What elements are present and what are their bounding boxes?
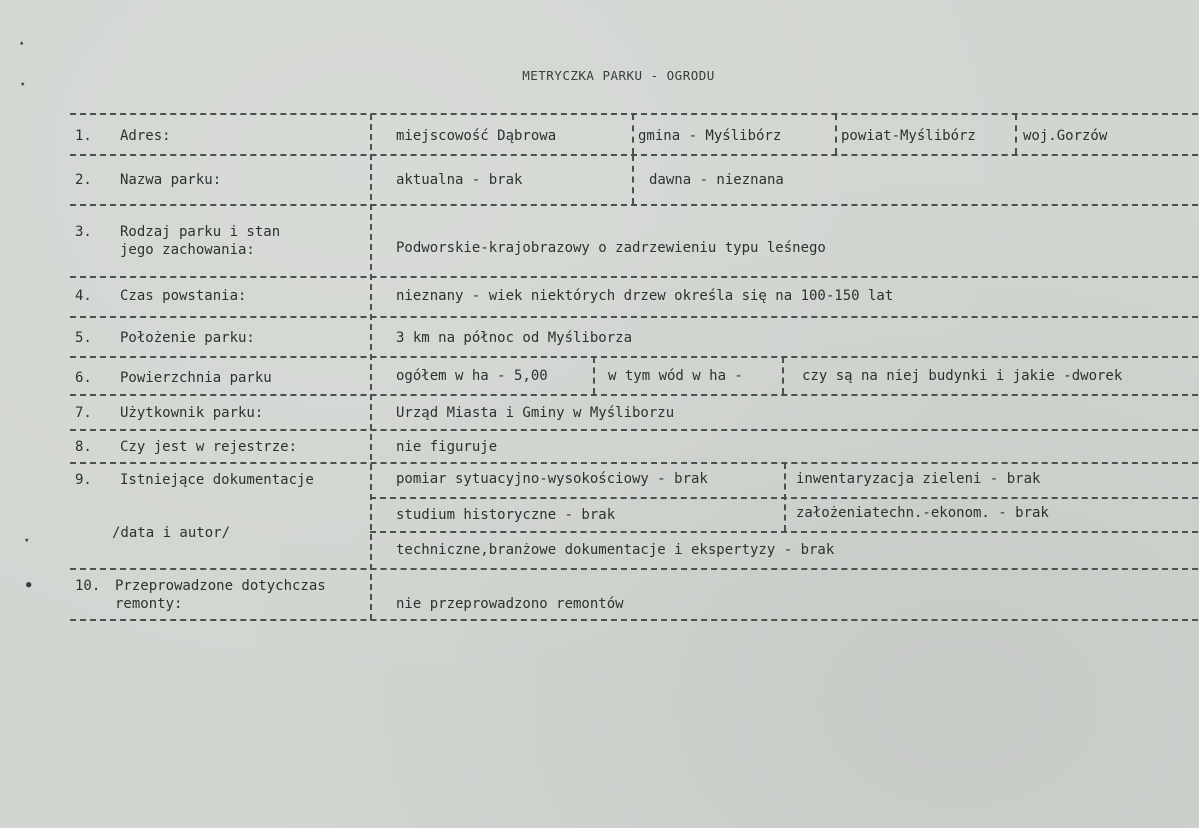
row-label: remonty: <box>115 596 183 612</box>
field-value: założeniatechn.-ekonom. - brak <box>796 505 1049 521</box>
field-value: nie figuruje <box>396 439 498 455</box>
row-label: Użytkownik parku: <box>120 405 264 421</box>
row-number: 1. <box>75 128 92 144</box>
column-divider <box>784 463 786 531</box>
row-label: Czas powstania: <box>120 288 247 304</box>
row-number: 9. <box>75 472 92 488</box>
row-number: 5. <box>75 330 92 346</box>
field-value: inwentaryzacja zieleni - brak <box>796 471 1041 487</box>
table-rule <box>370 531 1198 533</box>
column-divider <box>593 357 595 394</box>
row-label: Przeprowadzone dotychczas <box>115 578 326 594</box>
table-rule <box>70 356 1198 358</box>
field-value: dawna - nieznana <box>649 172 784 188</box>
field-value: woj.Gorzów <box>1023 128 1108 144</box>
column-divider <box>1015 114 1017 154</box>
column-divider <box>835 114 837 154</box>
table-rule <box>70 462 1198 464</box>
row-number: 6. <box>75 370 92 386</box>
field-value: miejscowość Dąbrowa <box>396 128 557 144</box>
field-value: studium historyczne - brak <box>396 507 616 523</box>
row-label: jego zachowania: <box>120 242 255 258</box>
table-rule <box>70 568 1198 570</box>
column-divider <box>632 114 634 154</box>
table-rule <box>70 113 1198 115</box>
field-value: powiat-Myślibórz <box>841 128 976 144</box>
table-rule <box>70 154 1198 156</box>
row-label: Adres: <box>120 128 171 144</box>
field-value: Podworskie-krajobrazowy o zadrzewieniu typu leśnego <box>396 240 826 256</box>
table-rule <box>70 316 1198 318</box>
row-label: Powierzchnia parku <box>120 370 272 386</box>
table-rule <box>70 429 1198 431</box>
column-divider <box>632 155 634 204</box>
field-value: aktualna - brak <box>396 172 523 188</box>
margin-mark: ● <box>26 580 32 590</box>
row-number: 8. <box>75 439 92 455</box>
margin-mark: ▴ <box>19 38 25 48</box>
field-value: czy są na niej budynki i jakie -dworek <box>802 368 1123 384</box>
table-rule <box>70 394 1198 396</box>
column-divider <box>782 357 784 394</box>
field-value: gmina - Myślibórz <box>638 128 782 144</box>
row-label: Nazwa parku: <box>120 172 222 188</box>
table-rule <box>70 619 1198 621</box>
field-value: nieznany - wiek niektórych drzew określa się na 100-150 lat <box>396 288 894 304</box>
row-number: 3. <box>75 224 92 240</box>
document-title: METRYCZKA PARKU - OGRODU <box>522 68 715 83</box>
margin-mark: ▾ <box>24 536 30 546</box>
row-label: Istniejące dokumentacje <box>120 472 314 488</box>
row-number: 10. <box>75 578 101 594</box>
row-sublabel: /data i autor/ <box>112 525 231 541</box>
field-value: nie przeprowadzono remontów <box>396 596 624 612</box>
row-number: 4. <box>75 288 92 304</box>
table-rule <box>70 204 1198 206</box>
field-value: 3 km na północ od Myśliborza <box>396 330 633 346</box>
row-number: 7. <box>75 405 92 421</box>
field-value: pomiar sytuacyjno-wysokościowy - brak <box>396 471 708 487</box>
field-value: techniczne,branżowe dokumentacje i ekspertyzy - brak <box>396 542 835 558</box>
row-label: Położenie parku: <box>120 330 255 346</box>
column-divider <box>370 114 372 620</box>
row-number: 2. <box>75 172 92 188</box>
field-value: Urząd Miasta i Gminy w Myśliborzu <box>396 405 675 421</box>
field-value: w tym wód w ha - <box>608 368 743 384</box>
margin-mark: ▾ <box>20 80 26 90</box>
field-value: ogółem w ha - 5,00 <box>396 368 548 384</box>
row-label: Rodzaj parku i stan <box>120 224 281 240</box>
table-rule <box>70 276 1198 278</box>
row-label: Czy jest w rejestrze: <box>120 439 298 455</box>
